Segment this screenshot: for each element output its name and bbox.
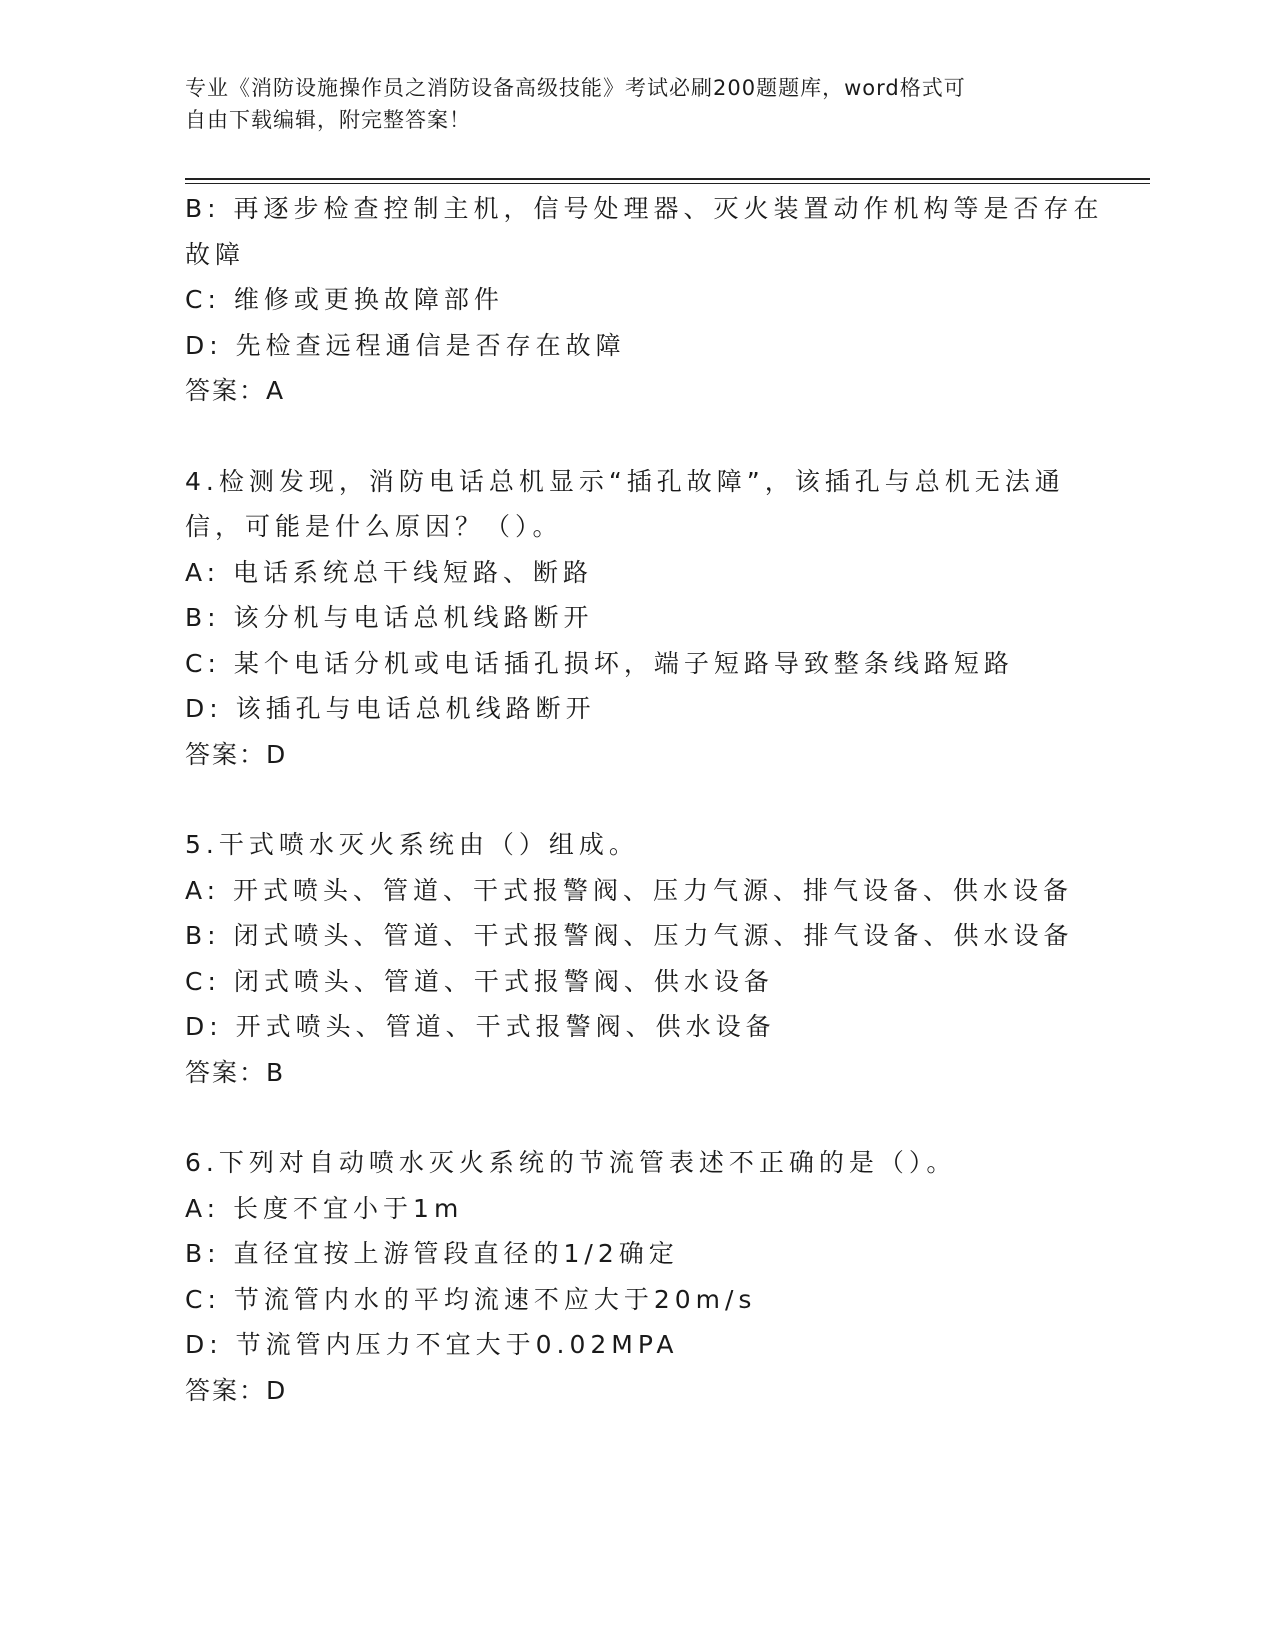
spacer: [185, 414, 1085, 459]
question-5: [185, 822, 1085, 1095]
q3-option-b-line-2: 故障: [185, 239, 246, 269]
q4-answer: 答案：D: [185, 739, 288, 769]
q6-option-c: C: 节流管内水的平均流速不应大于20m/s: [185, 1284, 757, 1314]
spacer: [185, 777, 1085, 822]
q5-stem: 5.干式喷水灭火系统由（）组成。: [185, 830, 639, 859]
question-3-continued: [185, 186, 1104, 414]
q4-stem-line-1: 4.检测发现，消防电话总机显示“插孔故障”，该插孔与总机无法通: [185, 466, 1065, 496]
question-4: [185, 459, 1085, 778]
q4-stem-line-2: 信，可能是什么原因？（）。: [185, 512, 563, 541]
q5-option-d: D: 开式喷头、管道、干式报警阀、供水设备: [185, 1012, 776, 1041]
q4-option-d: D: 该插孔与电话总机线路断开: [185, 694, 596, 723]
q3-option-b-line-1: B: 再逐步检查控制主机，信号处理器、灭火装置动作机构等是否存在: [185, 194, 1104, 223]
q5-option-b: B: 闭式喷头、管道、干式报警阀、压力气源、排气设备、供水设备: [185, 921, 1074, 950]
header-divider-thick: [185, 178, 1150, 180]
spacer: [185, 1095, 1085, 1140]
q6-answer: 答案：D: [185, 1375, 288, 1405]
q4-option-c: C: 某个电话分机或电话插孔损坏，端子短路导致整条线路短路: [185, 648, 1014, 678]
q5-option-c: C: 闭式喷头、管道、干式报警阀、供水设备: [185, 966, 774, 996]
q3-option-d: D: 先检查远程通信是否存在故障: [185, 330, 626, 360]
q4-option-b: B: 该分机与电话总机线路断开: [185, 603, 594, 632]
header-divider-thin: [185, 183, 1150, 184]
q4-option-a: A: 电话系统总干线短路、断路: [185, 557, 594, 587]
q3-option-c: C: 维修或更换故障部件: [185, 285, 504, 314]
q3-answer: 答案：A: [185, 376, 286, 405]
question-list: [185, 186, 1104, 1413]
document-header: [185, 72, 1065, 136]
q6-option-a: A: 长度不宜小于1m: [185, 1193, 464, 1223]
q5-answer: 答案：B: [185, 1057, 286, 1087]
question-6: [185, 1140, 1085, 1413]
q6-option-b: B: 直径宜按上游管段直径的1/2确定: [185, 1239, 679, 1268]
header-line-1: 专业《消防设施操作员之消防设备高级技能》考试必刷200题题库，word格式可: [185, 76, 966, 100]
q6-stem: 6.下列对自动喷水灭火系统的节流管表述不正确的是（）。: [185, 1148, 957, 1177]
q5-option-a: A: 开式喷头、管道、干式报警阀、压力气源、排气设备、供水设备: [185, 875, 1074, 905]
q6-option-d: D: 节流管内压力不宜大于0.02MPA: [185, 1330, 679, 1359]
header-line-2: 自由下载编辑，附完整答案！: [185, 108, 471, 132]
